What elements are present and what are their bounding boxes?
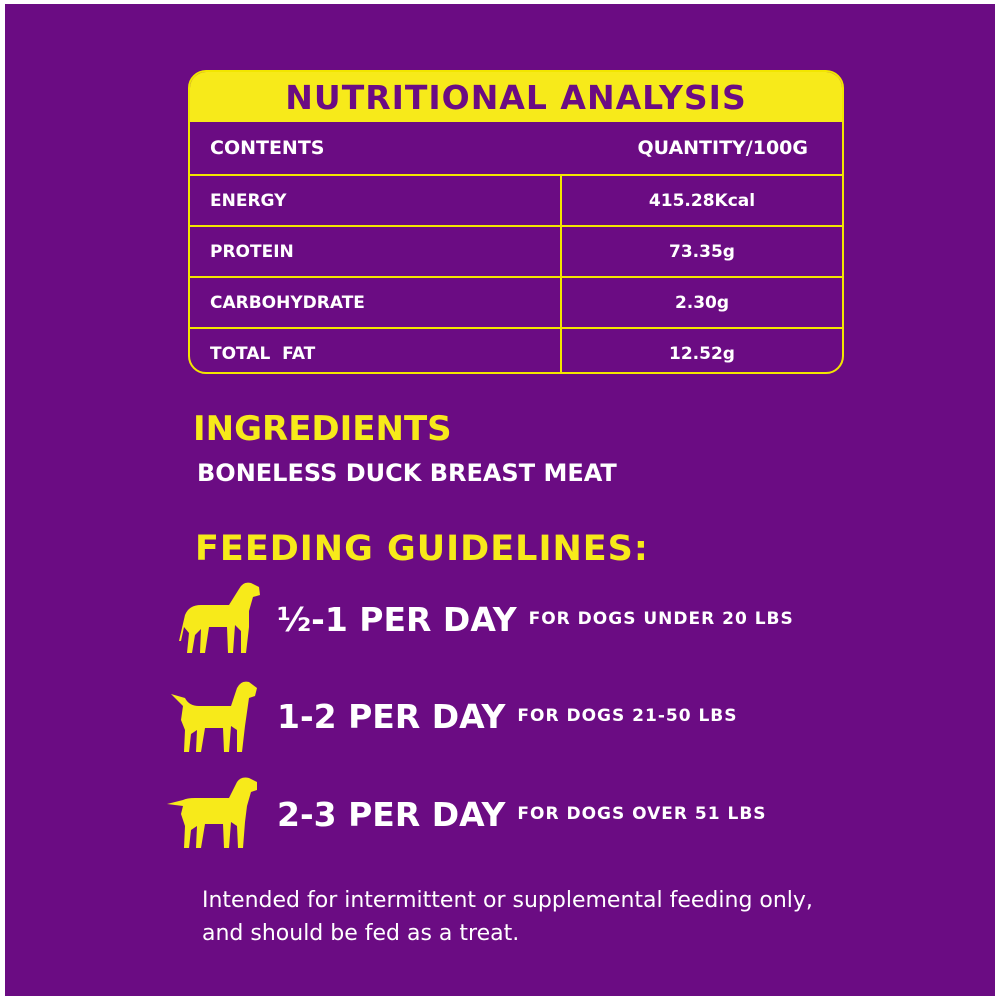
small-dog-icon [165, 579, 265, 659]
nutrition-header-row [190, 122, 842, 174]
nutrition-table [188, 70, 844, 374]
product-info-panel [5, 4, 995, 996]
nutrient-name: CARBOHYDRATE [190, 278, 562, 327]
feeding-amount: 1-2 PER DAY [277, 696, 506, 736]
contents-header: CONTENTS [210, 137, 325, 159]
feeding-item-large [165, 774, 767, 854]
medium-dog-icon [165, 676, 265, 756]
nutrient-name: ENERGY [190, 176, 562, 225]
feeding-amount: ½-1 PER DAY [277, 599, 517, 639]
nutrient-value: 2.30g [674, 292, 730, 313]
large-dog-icon [165, 774, 265, 854]
table-row [190, 276, 842, 327]
feeding-note: FOR DOGS 21-50 LBS [517, 706, 738, 726]
disclaimer-text: Intended for intermittent or supplemental feeding only, and should be fed as a treat. [202, 888, 813, 946]
nutrient-name: TOTAL FAT [190, 329, 562, 374]
feeding-item-small [165, 579, 794, 659]
nutrition-table-title: NUTRITIONAL ANALYSIS [190, 72, 842, 122]
nutrient-value: 12.52g [669, 343, 735, 364]
nutrient-value: 415.28Kcal [648, 190, 756, 211]
ingredients-text: BONELESS DUCK BREAST MEAT [197, 459, 617, 487]
feeding-guidelines-heading: FEEDING GUIDELINES: [195, 529, 649, 569]
nutrient-value: 73.35g [669, 241, 735, 262]
quantity-header: QUANTITY/100G [637, 137, 808, 159]
feeding-amount: 2-3 PER DAY [277, 794, 506, 834]
table-row [190, 174, 842, 225]
feeding-note: FOR DOGS UNDER 20 LBS [528, 609, 794, 629]
table-row [190, 327, 842, 374]
nutrient-name: PROTEIN [190, 227, 562, 276]
table-row [190, 225, 842, 276]
ingredients-heading: INGREDIENTS [193, 409, 452, 449]
feeding-item-medium [165, 676, 737, 756]
feeding-note: FOR DOGS OVER 51 LBS [517, 804, 767, 824]
